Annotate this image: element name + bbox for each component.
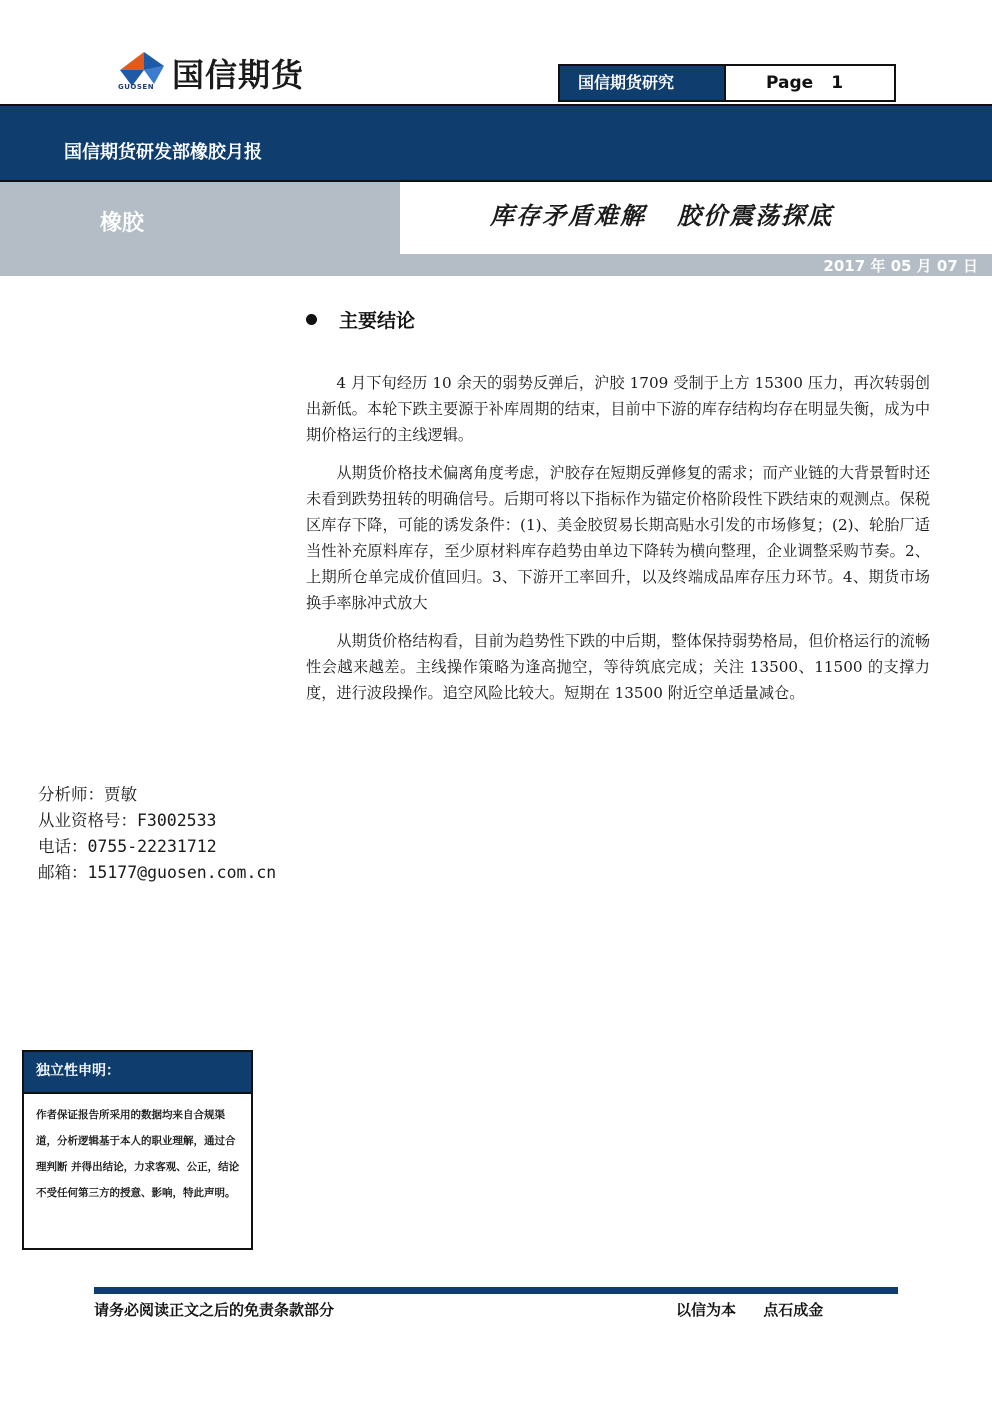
paragraph: 从期货价格结构看，目前为趋势性下跌的中后期，整体保持弱势格局，但价格运行的流畅性会越来越差。主线操作策略为逢高抛空，等待筑底完成；关注 13500、11500 的支撑力度，进行波段操作。追空风险比较大。短期在 13500 附近空单适量减仓。 bbox=[306, 632, 930, 702]
page-label: Page bbox=[766, 73, 814, 93]
paragraph: 4 月下旬经历 10 余天的弱势反弹后，沪胶 1709 受制于上方 15300 压力，再次转弱创出新低。本轮下跌主要源于补库周期的结束，目前中下游的库存结构均存在明显失衡，成为中期价格运行的主线逻辑。 bbox=[306, 374, 930, 444]
brand-name-en: GUOSEN bbox=[118, 83, 155, 91]
footer-slogan: 以信为本 点石成金 bbox=[676, 1301, 824, 1319]
paragraph: 从期货价格技术偏离角度考虑，沪胶存在短期反弹修复的需求；而产业链的大背景暂时还未看到跌势扭转的明确信号。后期可将以下指标作为锚定价格阶段性下跌结束的观测点。保税区库存下降，可能的诱发条件：(1)、美金胶贸易长期高贴水引发的市场修复；(2)、轮胎厂适当性补充原料库存，至少原材料库存趋势由单边下降转为横向整理，企业调整采购节奏。2、上期所仓单完成价值回归。3、下游开工率回升，以及终端成品库存压力环节。4、期货市场换手率脉冲式放大 bbox=[306, 464, 930, 612]
page-indicator bbox=[726, 64, 896, 102]
declaration-heading: 独立性申明： bbox=[24, 1052, 251, 1094]
research-label: 国信期货研究 bbox=[558, 64, 726, 102]
declaration-text: 作者保证报告所采用的数据均来自合规渠道，分析逻辑基于本人的职业理解，通过合理判断 并得出结论，力求客观、公正，结论不受任何第三方的授意、影响，特此声明。 bbox=[36, 1109, 240, 1199]
analyst-email: 邮箱：15177@guosen.com.cn bbox=[38, 863, 277, 882]
page-number: 1 bbox=[831, 73, 844, 93]
report-title: 库存矛盾难解 胶价震荡探底 bbox=[490, 202, 834, 230]
category-label: 橡胶 bbox=[100, 211, 145, 236]
section-heading bbox=[306, 306, 415, 333]
analyst-name: 分析师：贾敏 bbox=[38, 785, 137, 804]
analyst-info bbox=[38, 782, 276, 886]
conclusion-body bbox=[306, 370, 930, 718]
report-name: 国信期货研发部橡胶月报 bbox=[64, 142, 262, 163]
independence-declaration bbox=[22, 1050, 253, 1250]
brand-name-cn: 国信期货 bbox=[172, 56, 305, 94]
bullet-icon bbox=[306, 314, 317, 325]
analyst-phone: 电话：0755-22231712 bbox=[38, 837, 217, 856]
footer-disclaimer: 请务必阅读正文之后的免责条款部分 bbox=[94, 1301, 335, 1319]
analyst-license: 从业资格号：F3002533 bbox=[38, 811, 217, 830]
category-box bbox=[0, 182, 400, 254]
report-date: 2017 年 05 月 07 日 bbox=[823, 257, 978, 275]
section-heading-text: 主要结论 bbox=[339, 310, 416, 332]
footer-rule bbox=[94, 1287, 898, 1294]
